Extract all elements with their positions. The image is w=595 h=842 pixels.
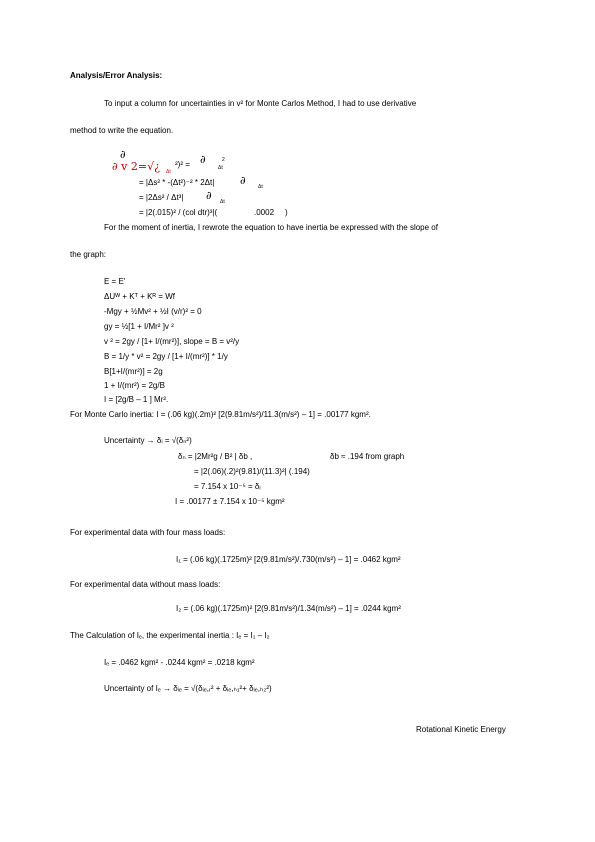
uncertainty-line-4: = 7.154 x 10⁻⁵ = δᵢ bbox=[194, 482, 261, 491]
derivation-line: gy = ½[1 + I/Mr² ]v ² bbox=[104, 322, 174, 331]
derivation-line: v ² = 2gy / [1+ I/(mr²)], slope = B = v²/y bbox=[104, 337, 240, 346]
uncertainty-line-5: I = .00177 ± 7.154 x 10⁻⁵ kgm² bbox=[175, 497, 285, 506]
footer-title: Rotational Kinetic Energy bbox=[416, 725, 506, 734]
derivative-line-3: = |2Δs² / Δt³| bbox=[139, 193, 184, 202]
uncertainty-line-2b: δb ≈ .194 from graph bbox=[330, 452, 405, 461]
derivative-line-4-b: .0002 bbox=[254, 208, 275, 217]
paragraph-2-line-2: the graph: bbox=[70, 250, 107, 259]
derivation-line: E = E' bbox=[104, 277, 126, 286]
derivation-line: ΔUᵂ + Kᵀ + Kᴿ = Wf bbox=[104, 292, 175, 301]
derivative-line-4-c: ) bbox=[285, 208, 288, 217]
derivative-line-4-a: = |2(.015)² / (col dtr)³|( bbox=[139, 208, 218, 217]
monte-carlo-inertia: For Monte Carlo inertia: I = (.06 kg)(.2m)² [2(9.81m/s²)/11.3(m/s²) – 1] = .00177 kgm². bbox=[70, 410, 371, 419]
paragraph-1-line-2: method to write the equation. bbox=[70, 126, 174, 135]
paragraph-2-line-1: For the moment of inertia, I rewrote the equation to have inertia be expressed with the slope of bbox=[104, 223, 438, 232]
derivation-line: -Mgy + ½Mv² + ½I (v/r)² = 0 bbox=[104, 307, 202, 316]
partial-mid-sub: Δt bbox=[218, 165, 223, 171]
derivation-line: 1 + I/(mr²) = 2g/B bbox=[104, 381, 165, 390]
paragraph-1-line-1: To input a column for uncertainties in v² for Monte Carlos Method, I had to use derivative bbox=[104, 99, 417, 108]
derivative-lhs: ∂ v 2=√¿ bbox=[112, 160, 161, 173]
experimental-none-equation: I₂ = (.06 kg)(.1725m)² [2(9.81m/s²)/1.34(m/s²) – 1] = .0244 kgm² bbox=[176, 604, 401, 613]
uncertainty-line-3: = |2(.06)(.2)²(9.81)/(11.3)²| (.194) bbox=[194, 467, 310, 476]
calculation-label: The Calculation of Iₑ, the experimental inertia : Iₑ = I₁ – I₂ bbox=[70, 631, 270, 640]
uncertainty-line-2a: δₙ = |2Mr²g / B² | δb , bbox=[178, 452, 253, 461]
partial-mid-sup: 2 bbox=[222, 157, 225, 163]
experimental-four-label: For experimental data with four mass loads: bbox=[70, 528, 226, 537]
partial-symbol-mid: ∂ bbox=[200, 153, 206, 166]
uncertainty-line-1: Uncertainty → δᵢ = √(δₙ²) bbox=[104, 436, 192, 445]
heading: Analysis/Error Analysis: bbox=[70, 71, 163, 80]
partial-line-2-sub: Δt bbox=[258, 184, 263, 190]
experimental-none-label: For experimental data without mass loads: bbox=[70, 580, 221, 589]
partial-line-3-sub: Δt bbox=[220, 199, 225, 205]
derivative-lhs-sub: Δt bbox=[166, 169, 171, 175]
derivation-line: I = [2g/B – 1 ] Mr². bbox=[104, 395, 169, 404]
calculation-equation: Iₑ = .0462 kgm² - .0244 kgm² = .0218 kgm² bbox=[104, 658, 255, 667]
derivative-lhs-tail: ²)² = bbox=[175, 160, 190, 169]
partial-line-3: ∂ bbox=[206, 189, 212, 202]
calculation-uncertainty: Uncertainty of Iₑ → δᵢₑ = √(δᵢₑ,ᵣ² + δᵢₑ,ₕ₁²+ δᵢₑ,ₕ₂²) bbox=[104, 684, 272, 693]
derivative-line-2: = |Δs² * -(Δt²)⁻² * 2Δt| bbox=[139, 178, 215, 187]
experimental-four-equation: I₁ = (.06 kg)(.1725m)² [2(9.81m/s²)/.730(m/s²) – 1] = .0462 kgm² bbox=[176, 555, 401, 564]
partial-symbol-top: ∂ bbox=[120, 148, 126, 161]
derivation-line: B[1+I/(mr²)] = 2g bbox=[104, 367, 163, 376]
partial-line-2: ∂ bbox=[240, 174, 246, 187]
derivation-line: B = 1/y * v² = 2gy / [1+ I/(mr²)] * 1/y bbox=[104, 352, 228, 361]
